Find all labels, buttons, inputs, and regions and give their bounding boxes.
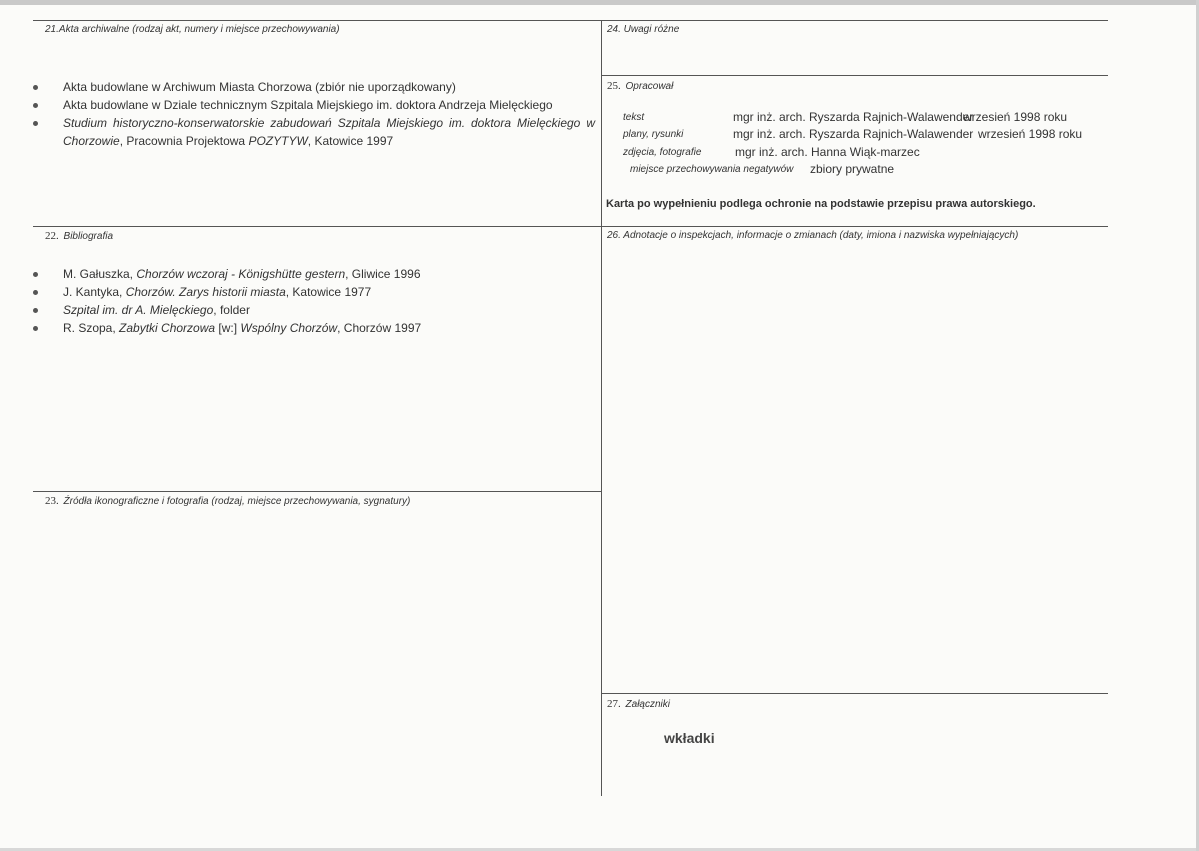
section-27-label: 27. Załączniki (607, 698, 670, 710)
attachment-value: wkładki (664, 730, 715, 746)
top-border-line (33, 20, 1108, 21)
section-24-label: 24. Uwagi różne (607, 24, 680, 35)
section-23-label: 23. Źródła ikonograficzne i fotografia (rodzaj, miejsce przechowywania, sygnatury) (45, 495, 411, 507)
list-item: Akta budowlane w Dziale technicznym Szpitala Miejskiego im. doktora Andrzeja Mielęckiego (33, 96, 595, 114)
section-22-label: 22. Bibliografia (45, 230, 114, 242)
divider-24-25 (601, 75, 1108, 76)
section-22-list (33, 265, 593, 337)
credit-person-text: mgr inż. arch. Ryszarda Rajnich-Walawender (733, 110, 974, 124)
list-item: R. Szopa, Zabytki Chorzowa [w:] Wspólny Chorzów, Chorzów 1997 (33, 319, 593, 337)
bullet-icon (33, 103, 38, 108)
center-divider (601, 20, 602, 796)
section-21-list (33, 78, 595, 150)
divider-26-27 (601, 693, 1108, 694)
divider-21-22 (33, 226, 1108, 227)
credit-person-plans: mgr inż. arch. Ryszarda Rajnich-Walawender (733, 127, 974, 141)
credit-role-text: tekst (623, 112, 645, 123)
list-item: J. Kantyka, Chorzów. Zarys historii miasta, Katowice 1977 (33, 283, 593, 301)
credit-date-plans: wrzesień 1998 roku (978, 127, 1083, 141)
bullet-icon (33, 290, 38, 295)
divider-22-23 (33, 491, 601, 492)
bullet-icon (33, 85, 38, 90)
list-item: Akta budowlane w Archiwum Miasta Chorzowa (zbiór nie uporządkowany) (33, 78, 595, 96)
list-item: Studium historyczno-konserwatorskie zabudowań Szpitala Miejskiego im. doktora Mielęckiego w Chorzowie, Pracownia Projektowa POZYTYW, Katowice 1997 (33, 114, 595, 150)
credit-person-photos: mgr inż. arch. Hanna Wiąk-marzec (735, 145, 920, 159)
bullet-icon (33, 272, 38, 277)
scan-edge-top (0, 0, 1199, 5)
credit-role-photos: zdjęcia, fotografie (623, 147, 702, 158)
list-item: M. Gałuszka, Chorzów wczoraj - Königshütte gestern, Gliwice 1996 (33, 265, 593, 283)
negatives-role: miejsce przechowywania negatywów (630, 164, 794, 175)
bullet-icon (33, 308, 38, 313)
list-item: Szpital im. dr A. Mielęckiego, folder (33, 301, 593, 319)
negatives-value: zbiory prywatne (810, 162, 895, 176)
section-21-label: 21.Akta archiwalne (rodzaj akt, numery i miejsce przechowywania) (45, 24, 340, 35)
copyright-notice: Karta po wypełnieniu podlega ochronie na podstawie przepisu prawa autorskiego. (606, 198, 1036, 210)
section-25-label: 25. Opracował (607, 80, 674, 92)
bullet-icon (33, 326, 38, 331)
bullet-icon (33, 121, 38, 126)
credit-date-text: wrzesień 1998 roku (963, 110, 1068, 124)
credit-role-plans: plany, rysunki (623, 129, 684, 140)
section-26-label: 26. Adnotacje o inspekcjach, informacje o zmianach (daty, imiona i nazwiska wypełniających) (607, 230, 1019, 241)
